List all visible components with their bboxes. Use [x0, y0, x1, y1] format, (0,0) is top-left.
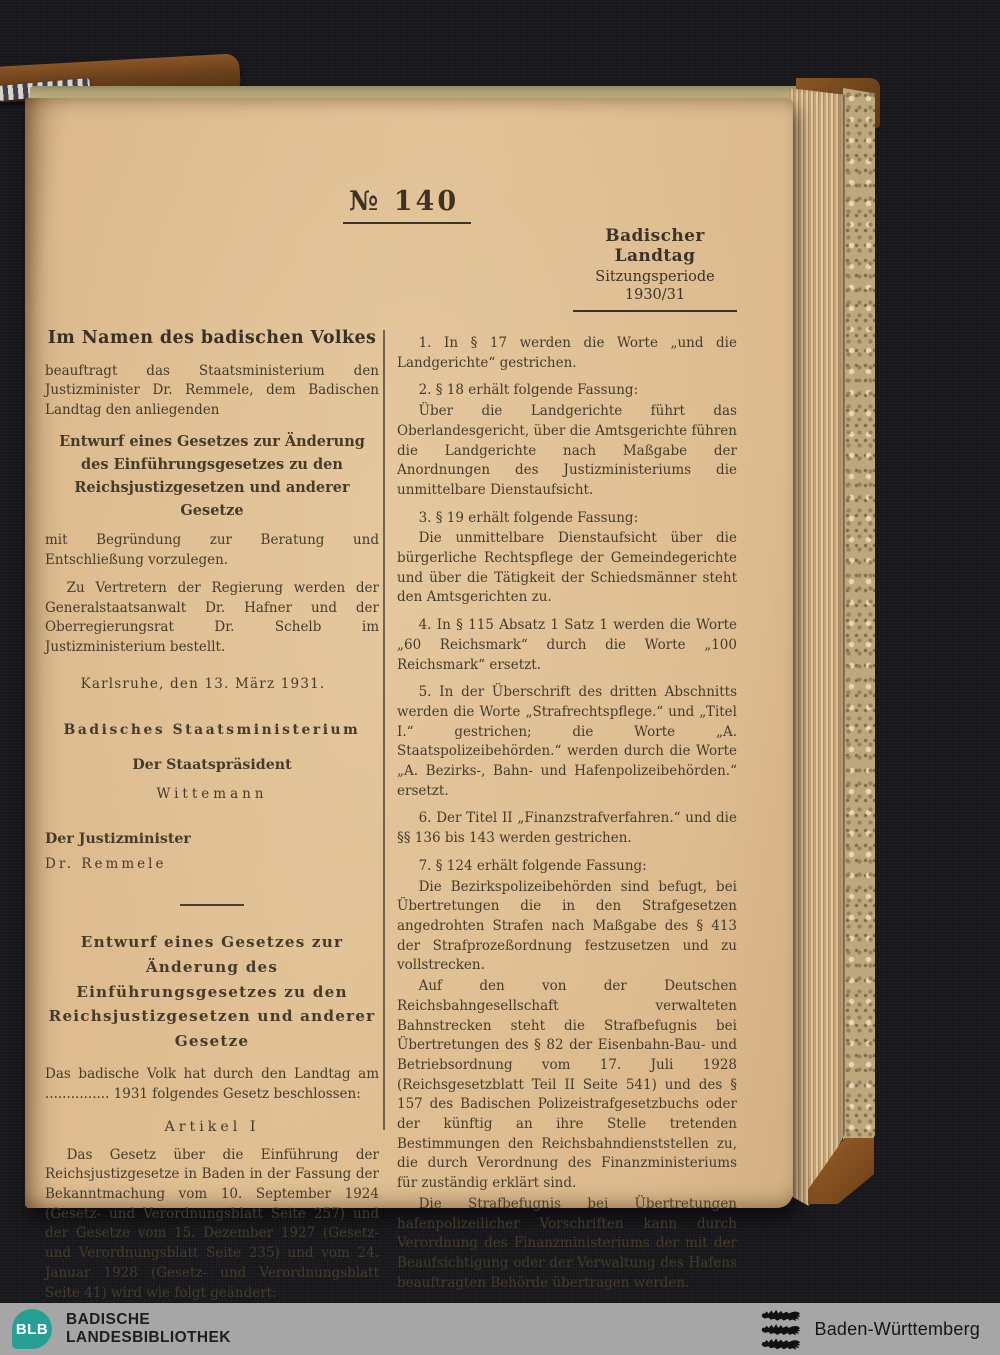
enactment-paragraph: Das badische Volk hat durch den Landtag am ............... 1931 folgendes Gesetz beschlossen: [45, 1066, 379, 1103]
amendment-paragraph: Über die Landgerichte führt das Oberlandesgericht, über die Amtsgerichte führen die Landgerichte nach Maßgabe der Anordnungen des Justizministeriums die unmittelbare Dienstaufsicht. [397, 403, 737, 498]
amendment-paragraph: 2. § 18 erhält folgende Fassung: [418, 382, 639, 399]
amendment-paragraph: 6. Der Titel II „Finanzstrafverfahren.“ und die §§ 136 bis 143 werden gestrichen. [397, 810, 737, 847]
section-rule [180, 904, 244, 906]
library-name [66, 1311, 231, 1348]
ministry-name: Badisches Staatsministerium [63, 722, 361, 739]
amendment-paragraph: 3. § 19 erhält folgende Fassung: [418, 509, 639, 526]
president-title: Der Staatspräsident [132, 757, 292, 774]
session-header [573, 226, 737, 312]
right-column [397, 326, 737, 1293]
amendment-paragraph: 4. In § 115 Absatz 1 Satz 1 werden die Worte „60 Reichsmark“ durch die Worte „100 Reichsmark“ ersetzt. [397, 617, 737, 673]
state-brand [760, 1307, 980, 1351]
amendment-paragraph: 5. In der Überschrift des dritten Abschnitts werden die Worte „Strafrechtspflege.“ und „Titel I.“ gestrichen; die Worte „A. Staatspolizeibehörden.“ werden durch die Worte „A. Bezirks-, Bahn- und Hafenpolizeibehörden.“ ersetzt. [397, 684, 737, 799]
blb-logo: BLB [12, 1309, 52, 1349]
intro-paragraph: beauftragt das Staatsministerium den Justizminister Dr. Remmele, dem Badischen Landtag den anliegenden [45, 362, 379, 418]
baden-wuerttemberg-crest-icon [760, 1307, 802, 1351]
article-paragraph: Das Gesetz über die Einführung der Reichsjustizgesetze in Baden in der Fassung der Bekanntmachung vom 10. September 1924 (Gesetz- und Verordnungsblatt Seite 257) und der Gesetze vom 15. Dezember 1927 (Gesetz- und Verordnungsblatt Seite 235) und vom 24. Januar 1928 (Gesetz- und Verordnungsblatt Seite 41) wird wie folgt geändert: [45, 1146, 379, 1301]
submit-paragraph: mit Begründung zur Beratung und Entschließung vorzulegen. [45, 532, 379, 569]
state-name: Baden-Württemberg [814, 1318, 980, 1339]
viewer-footer-bar [0, 1303, 1000, 1355]
amendment-paragraph: 1. In § 17 werden die Worte „und die Landgerichte“ gestrichen. [397, 335, 737, 371]
law-title: Entwurf eines Gesetzes zur Änderung des Einführungsgesetzes zu den Reichsjustizgesetzen und anderer Gesetze [48, 933, 376, 1050]
marbled-cover-edge [843, 88, 875, 1190]
column-divider [383, 330, 385, 1130]
library-brand [12, 1309, 231, 1349]
draft-title-inline: Entwurf eines Gesetzes zur Änderung des Einführungsgesetzes zu den Reichsjustizgesetzen und anderer Gesetze [59, 432, 365, 520]
page-stack-edges [789, 88, 845, 1206]
dateline: Karlsruhe, den 13. März 1931. [80, 675, 326, 692]
session-years: 1930/31 [624, 287, 686, 303]
representatives-paragraph: Zu Vertretern der Regierung werden der Generalstaatsanwalt Dr. Hafner und der Oberregierungsrat Dr. Schelb im Justizministerium bestellt. [45, 579, 379, 655]
proclamation-heading: Im Namen des badischen Volkes [47, 328, 377, 348]
left-column [45, 326, 379, 1303]
library-name-line1: BADISCHE [66, 1310, 151, 1328]
document-number: № 140 [343, 186, 471, 224]
minister-signature: Dr. Remmele [45, 855, 167, 872]
library-name-line2: LANDESBIBLIOTHEK [66, 1329, 231, 1346]
session-label: Sitzungsperiode [595, 269, 715, 285]
president-signature: Wittemann [156, 786, 268, 803]
minister-title: Der Justizminister [45, 830, 191, 847]
amendment-paragraph: Die Strafbefugnis bei Übertretungen hafenpolizeilicher Vorschriften kann durch Verordnung des Finanzministeriums der mit der Beaufsichtigung oder der Verwaltung des Hafens beauftragten Behörde übertragen werden. [397, 1195, 737, 1291]
institution-name: Badischer Landtag [605, 226, 705, 266]
article-heading: Artikel I [164, 1118, 260, 1135]
amendment-paragraph: Auf den von der Deutschen Reichsbahngesellschaft verwalteten Bahnstrecken steht die Strafbefugnis bei Übertretungen des § 82 der Eisenbahn-Bau- und Betriebsordnung vom 17. Juli 1928 (Reichsgesetzblatt Teil II Seite 541) und des § 157 des Badischen Polizeistrafgesetzbuchs oder der künftig an ihre Stelle tretenden Bestimmungen den Reichsbahndienststellen zu, die durch Verordnung des Finanzministeriums für zuständig erklärt sind. [397, 978, 737, 1192]
amendment-paragraph: Die Bezirkspolizeibehörden sind befugt, bei Übertretungen die in den Strafgesetzen angedrohten Strafen nach Maßgabe des § 413 der Strafprozeßordnung festzusetzen und zu vollstrecken. [397, 878, 737, 974]
book-page [25, 98, 793, 1301]
amendment-paragraph: Die unmittelbare Dienstaufsicht über die bürgerliche Rechtspflege der Gemeindegerichte und über die Tätigkeit der Schiedsmänner steht den Amtsgerichten zu. [397, 530, 737, 606]
amendment-paragraph: 7. § 124 erhält folgende Fassung: [418, 857, 647, 874]
